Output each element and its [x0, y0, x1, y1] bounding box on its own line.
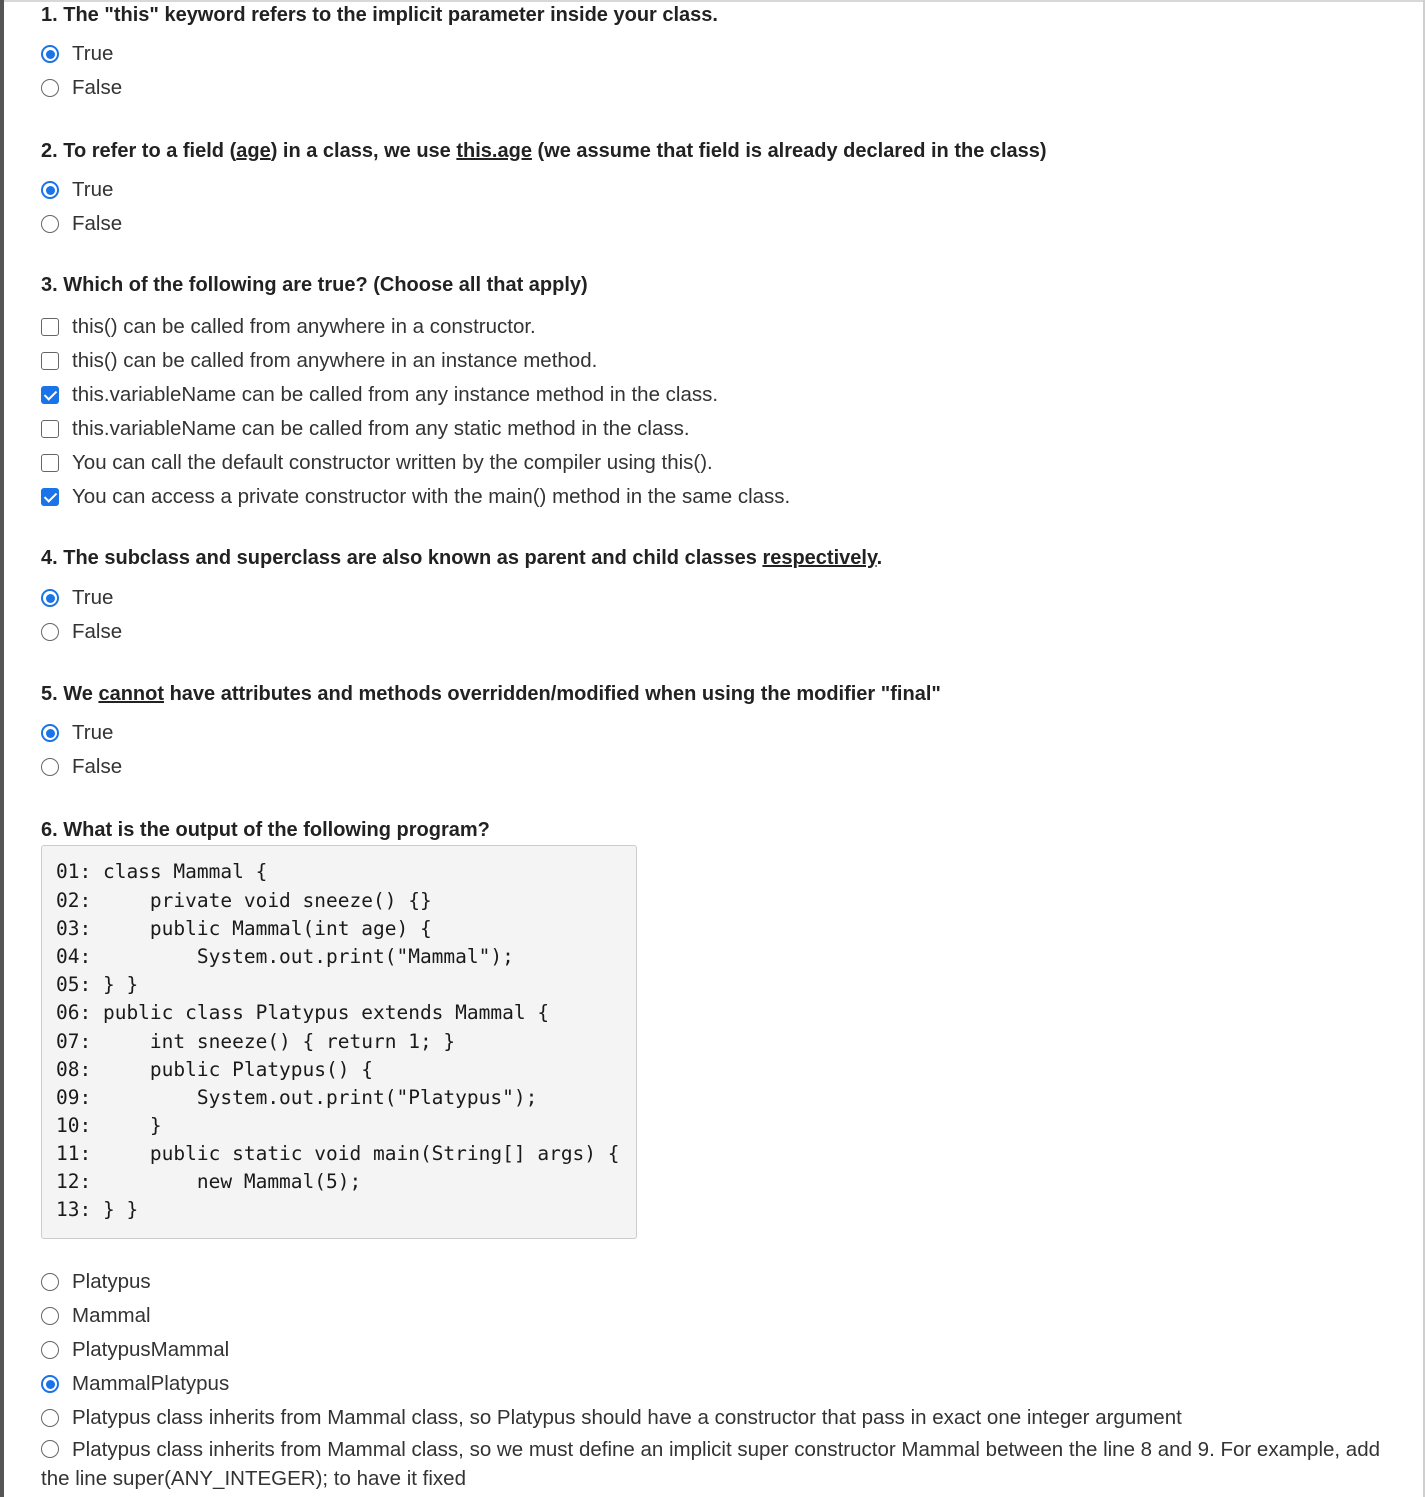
question-6-option-4[interactable]: MammalPlatypus — [41, 1367, 1386, 1401]
code-line: 07: int sneeze() { return 1; } — [56, 1030, 456, 1053]
question-6-option-2[interactable]: Mammal — [41, 1299, 1386, 1333]
radio-button[interactable] — [41, 1273, 59, 1291]
code-line: 04: System.out.print("Mammal"); — [56, 945, 514, 968]
checkbox[interactable] — [41, 454, 59, 472]
question-6-option-6[interactable]: Platypus class inherits from Mammal class, so we must define an implicit super constructor Mammal between the line 8 and 9. For example, add the line super(ANY_INTEGER); to have it fixed — [41, 1438, 1380, 1490]
code-line: 13: } } — [56, 1198, 139, 1221]
question-6-option-5[interactable]: Platypus class inherits from Mammal class, so Platypus should have a constructor that pass in exact one integer argument — [41, 1401, 1386, 1435]
question-4-option-true[interactable]: True — [41, 581, 1041, 615]
radio-button-selected[interactable] — [41, 724, 59, 742]
code-block — [41, 845, 637, 1239]
question-3-title: 3. Which of the following are true? (Choose all that apply) — [41, 274, 588, 296]
question-1-option-true[interactable]: True — [41, 37, 1041, 71]
checkbox[interactable] — [41, 352, 59, 370]
question-1-title: 1. The "this" keyword refers to the implicit parameter inside your class. — [41, 4, 718, 26]
checkbox-checked[interactable] — [41, 488, 59, 506]
radio-button[interactable] — [41, 1341, 59, 1359]
question-5-title: 5. We cannot have attributes and methods overridden/modified when using the modifier "final" — [41, 683, 941, 705]
code-line: 10: } — [56, 1114, 162, 1137]
question-1 — [41, 3, 1411, 99]
code-line: 08: public Platypus() { — [56, 1058, 373, 1081]
question-2-title: 2. To refer to a field (age) in a class, we use this.age (we assume that field is already declared in the class) — [41, 140, 1047, 162]
question-2 — [41, 139, 1411, 235]
code-line: 12: new Mammal(5); — [56, 1170, 362, 1193]
radio-button-selected[interactable] — [41, 1375, 59, 1393]
question-6-option-3[interactable]: PlatypusMammal — [41, 1333, 1386, 1367]
question-4-title: 4. The subclass and superclass are also known as parent and child classes respectively. — [41, 547, 883, 569]
question-2-option-true[interactable]: True — [41, 173, 1041, 207]
question-3-option-6[interactable]: You can access a private constructor with the main() method in the same class. — [41, 480, 1141, 514]
question-4-option-false[interactable]: False — [41, 615, 1041, 649]
radio-button[interactable] — [41, 1440, 59, 1458]
radio-button-selected[interactable] — [41, 181, 59, 199]
question-6-option-1[interactable]: Platypus — [41, 1265, 1386, 1299]
question-3-option-2[interactable]: this() can be called from anywhere in an instance method. — [41, 344, 1141, 378]
code-line: 06: public class Platypus extends Mammal { — [56, 1001, 550, 1024]
question-6 — [41, 818, 1411, 1490]
code-line: 03: public Mammal(int age) { — [56, 917, 432, 940]
question-4 — [41, 546, 1411, 643]
code-line: 11: public static void main(String[] args) { — [56, 1142, 620, 1165]
checkbox-checked[interactable] — [41, 386, 59, 404]
question-1-option-false[interactable]: False — [41, 71, 1041, 105]
code-line: 01: class Mammal { — [56, 860, 268, 883]
question-3-option-4[interactable]: this.variableName can be called from any static method in the class. — [41, 412, 1141, 446]
radio-button[interactable] — [41, 1307, 59, 1325]
radio-button[interactable] — [41, 623, 59, 641]
radio-button[interactable] — [41, 758, 59, 776]
question-3-option-3[interactable]: this.variableName can be called from any instance method in the class. — [41, 378, 1141, 412]
code-line: 02: private void sneeze() {} — [56, 889, 432, 912]
question-6-title: 6. What is the output of the following program? — [41, 819, 490, 841]
checkbox[interactable] — [41, 420, 59, 438]
checkbox[interactable] — [41, 318, 59, 336]
question-5-option-true[interactable]: True — [41, 716, 1041, 750]
radio-button[interactable] — [41, 215, 59, 233]
radio-button[interactable] — [41, 1409, 59, 1427]
left-border — [0, 0, 4, 1497]
question-2-option-false[interactable]: False — [41, 207, 1041, 241]
question-3 — [41, 273, 1411, 508]
radio-button-selected[interactable] — [41, 589, 59, 607]
radio-button-selected[interactable] — [41, 45, 59, 63]
radio-button[interactable] — [41, 79, 59, 97]
question-5-option-false[interactable]: False — [41, 750, 1041, 784]
code-line: 05: } } — [56, 973, 139, 996]
question-3-option-1[interactable]: this() can be called from anywhere in a constructor. — [41, 310, 1141, 344]
top-border — [0, 0, 1425, 2]
question-3-option-5[interactable]: You can call the default constructor written by the compiler using this(). — [41, 446, 1141, 480]
question-5 — [41, 682, 1411, 778]
code-line: 09: System.out.print("Platypus"); — [56, 1086, 538, 1109]
